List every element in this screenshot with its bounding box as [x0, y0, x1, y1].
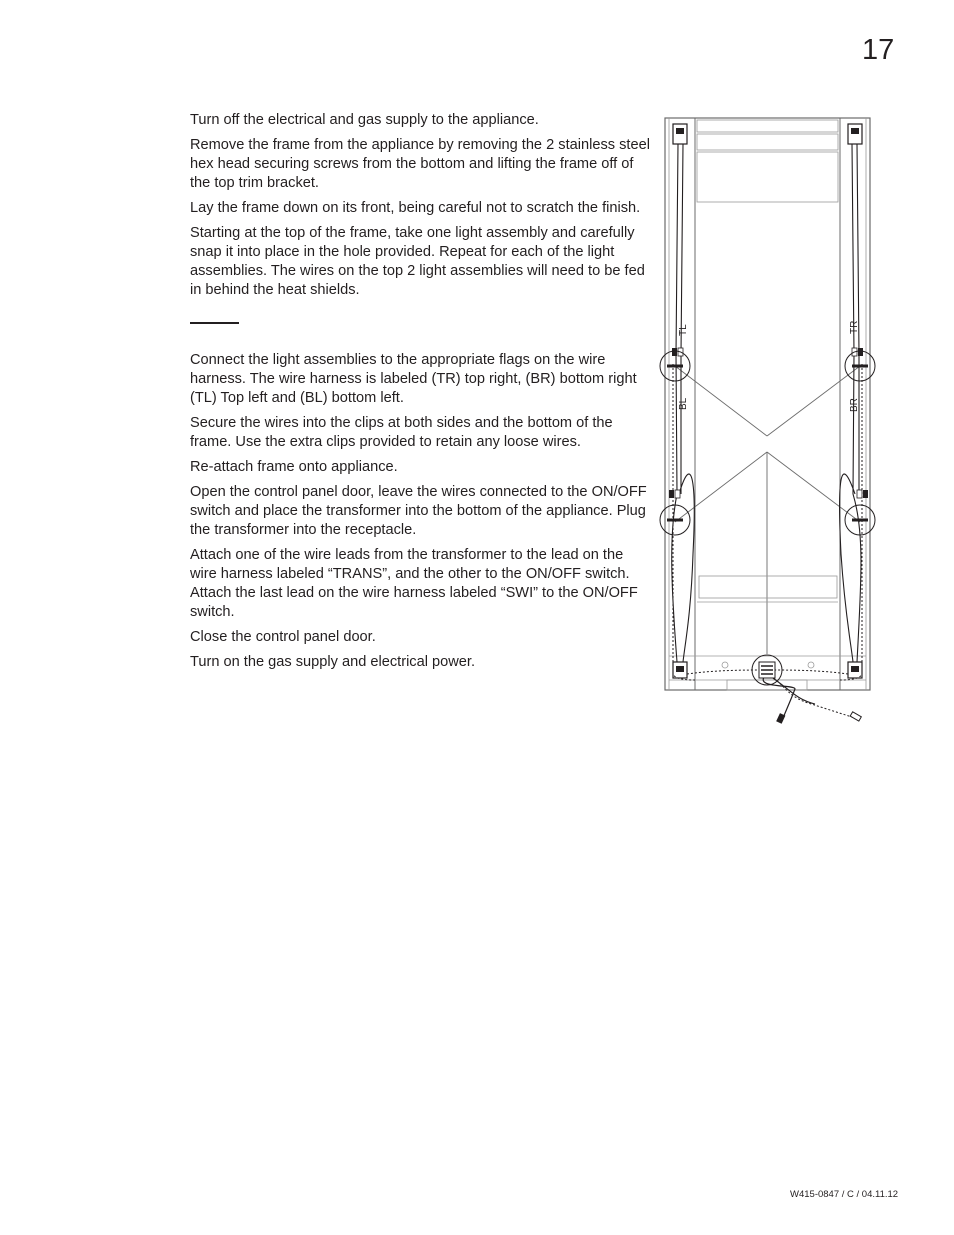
flag-br-connector-b — [863, 490, 868, 498]
diag-line-right-bottom — [767, 452, 860, 522]
harness-bottom-right — [767, 670, 848, 674]
screw-right — [808, 662, 814, 668]
frame-wiring-diagram — [655, 114, 879, 730]
step-secure-wires: Secure the wires into the clips at both sides and the bottom of the frame. Use the extra clips provided to retain any loose wires. — [190, 415, 613, 450]
light-assembly-top-right — [848, 124, 862, 144]
step-close-door: Close the control panel door. — [190, 629, 376, 645]
light-assembly-bottom-left — [673, 662, 687, 678]
page-number: 17 — [862, 34, 895, 66]
top-panel — [697, 134, 838, 150]
trans-connector — [850, 712, 861, 721]
label-tl: TL — [678, 324, 689, 336]
wire-left-solid-b — [681, 144, 683, 494]
outer-frame — [665, 118, 870, 690]
step-snap-light-assemblies: Starting at the top of the frame, take one light assembly and carefully snap it into place in the hole provided. Repeat for each of the light assemblies. The wires on the top 2 light assemblies will need to be fed in behind the heat shields. — [190, 225, 645, 298]
heat-shield-panel — [697, 152, 838, 202]
frame-wiring-svg — [655, 114, 879, 730]
step-turn-on-supply: Turn on the gas supply and electrical power. — [190, 654, 476, 670]
light-assembly-bottom-right — [848, 662, 862, 678]
step-lay-frame-down: Lay the frame down on its front, being careful not to scratch the finish. — [190, 200, 641, 216]
top-trim-bracket — [697, 120, 838, 132]
flag-bl-connector-b — [675, 490, 680, 498]
light-assembly-top-left — [673, 124, 687, 144]
harness-trans-lead — [767, 674, 855, 718]
diag-line-right-top — [767, 366, 860, 436]
label-tr: TR — [849, 320, 860, 334]
flag-tl-connector-a — [672, 348, 677, 356]
note-divider — [190, 322, 239, 324]
wire-left-loop — [679, 474, 694, 662]
step-place-transformer: Open the control panel door, leave the wires connected to the ON/OFF switch and place the transformer into the bottom of the appliance. Plug the transformer into the receptacle. — [190, 484, 647, 538]
step-turn-off-supply: Turn off the electrical and gas supply to the appliance. — [190, 112, 539, 128]
flag-br-connector-a — [857, 490, 862, 498]
step-reattach-frame: Re-attach frame onto appliance. — [190, 459, 398, 475]
step-attach-leads: Attach one of the wire leads from the transformer to the lead on the wire harness labeled “TRANS”, and the other to the ON/OFF switch. Attach the last lead on the wire harness labeled “SWI” to the ON/OFF switch. — [190, 547, 638, 620]
wire-right-solid-b — [857, 144, 859, 494]
step-connect-harness: Connect the light assemblies to the appropriate flags on the wire harness. The wire harness is labeled (TR) top right, (BR) bottom right (TL) Top left and (BL) bottom left. — [190, 352, 637, 406]
flag-bl-connector-a — [669, 490, 674, 498]
document-code: W415-0847 / C / 04.11.12 — [790, 1189, 899, 1200]
screw-left — [722, 662, 728, 668]
harness-bottom-left — [687, 670, 767, 674]
instruction-text — [190, 111, 650, 678]
flag-tr-connector-b — [858, 348, 863, 356]
transformer-lead — [763, 674, 795, 718]
bottom-panel — [699, 576, 837, 598]
wire-right-loop — [840, 474, 855, 662]
step-remove-frame: Remove the frame from the appliance by removing the 2 stainless steel hex head securing screws from the bottom and lifting the frame off of the top trim bracket. — [190, 137, 650, 191]
label-bl: BL — [678, 397, 689, 410]
diag-line-left-bottom — [675, 452, 767, 522]
label-br: BR — [849, 398, 860, 412]
